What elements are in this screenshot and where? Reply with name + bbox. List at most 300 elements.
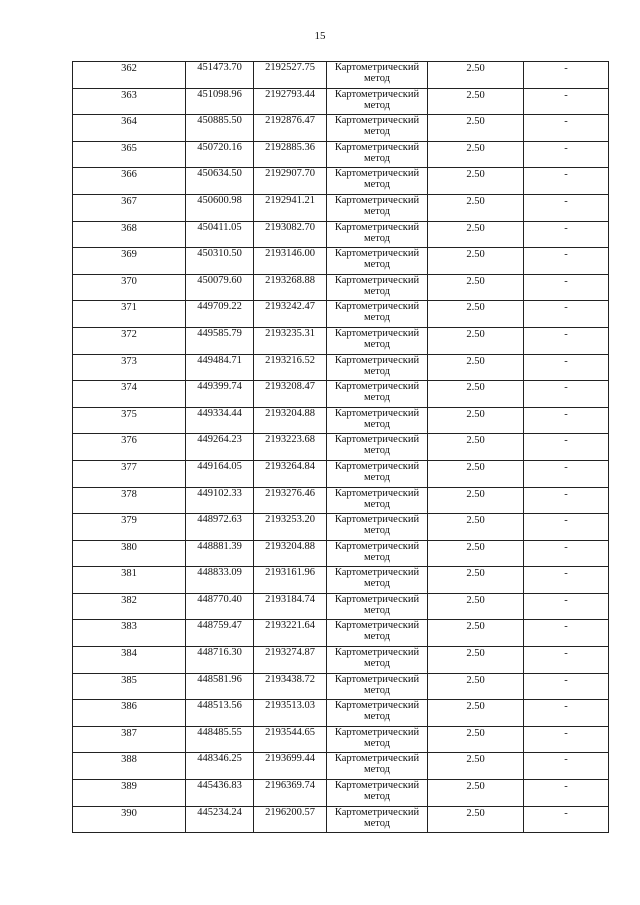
- description-cell: [524, 141, 609, 168]
- x-coordinate-cell: 449399.74: [186, 381, 254, 408]
- method-line1: Картометрический: [334, 540, 420, 552]
- description-cell: [524, 673, 609, 700]
- point-number: 379: [121, 515, 137, 527]
- point-number: 365: [121, 142, 137, 154]
- description-cell: [524, 354, 609, 381]
- table-row: [73, 806, 609, 833]
- description-cell: [524, 753, 609, 780]
- x-coordinate-cell: 448346.25: [186, 753, 254, 780]
- point-number-cell: [73, 301, 186, 328]
- point-number: 389: [121, 781, 137, 793]
- method-line2: метод: [363, 73, 391, 84]
- accuracy-cell: [428, 593, 524, 620]
- description-cell: [524, 620, 609, 647]
- method-line1: Картометрический: [334, 194, 420, 206]
- description-value: -: [564, 621, 568, 633]
- y-coordinate-cell: 2193264.84: [254, 460, 327, 487]
- description-cell: [524, 248, 609, 275]
- description-value: -: [564, 807, 568, 819]
- point-number-cell: [73, 327, 186, 354]
- point-number-cell: [73, 567, 186, 594]
- accuracy-value: 2.50: [466, 674, 485, 686]
- x-coordinate-cell: 448716.30: [186, 647, 254, 674]
- point-number: 368: [121, 222, 137, 234]
- y-coordinate-cell: 2193544.65: [254, 726, 327, 753]
- description-cell: [524, 460, 609, 487]
- accuracy-value: 2.50: [466, 701, 485, 713]
- method-line2: метод: [363, 285, 391, 297]
- point-number: 390: [121, 807, 137, 819]
- point-number: 380: [121, 541, 137, 553]
- method-cell: [327, 726, 428, 753]
- x-coordinate-cell: 448972.63: [186, 514, 254, 541]
- y-coordinate-cell: 2193253.20: [254, 514, 327, 541]
- method-cell: [327, 593, 428, 620]
- method-line2: метод: [363, 471, 391, 483]
- method-line2: метод: [363, 711, 391, 723]
- accuracy-cell: [428, 115, 524, 142]
- description-value: -: [564, 222, 568, 234]
- method-cell: [327, 514, 428, 541]
- accuracy-value: 2.50: [466, 594, 485, 606]
- point-number: 370: [121, 275, 137, 287]
- description-value: -: [564, 648, 568, 660]
- description-cell: [524, 301, 609, 328]
- accuracy-value: 2.50: [466, 222, 485, 234]
- description-value: -: [564, 355, 568, 367]
- table-row: [73, 460, 609, 487]
- method-line2: метод: [363, 99, 391, 111]
- point-number: 362: [121, 63, 137, 74]
- description-value: -: [564, 275, 568, 287]
- point-number-cell: [73, 274, 186, 301]
- table-row: [73, 540, 609, 567]
- description-cell: [524, 567, 609, 594]
- method-cell: [327, 301, 428, 328]
- method-cell: [327, 434, 428, 461]
- description-value: -: [564, 142, 568, 154]
- point-number-cell: [73, 673, 186, 700]
- method-line2: метод: [363, 418, 391, 430]
- accuracy-value: 2.50: [466, 382, 485, 394]
- method-cell: [327, 194, 428, 221]
- x-coordinate-cell: 450600.98: [186, 194, 254, 221]
- method-line1: Картометрический: [334, 381, 420, 393]
- point-number-cell: [73, 726, 186, 753]
- x-coordinate-cell: 451098.96: [186, 88, 254, 115]
- description-cell: [524, 487, 609, 514]
- point-number: 382: [121, 594, 137, 606]
- table-row: [73, 168, 609, 195]
- accuracy-value: 2.50: [466, 89, 485, 101]
- description-value: -: [564, 594, 568, 606]
- y-coordinate-cell: 2193513.03: [254, 700, 327, 727]
- method-line1: Картометрический: [334, 115, 420, 127]
- description-cell: [524, 434, 609, 461]
- x-coordinate-cell: 449102.33: [186, 487, 254, 514]
- point-number-cell: [73, 460, 186, 487]
- method-cell: [327, 700, 428, 727]
- y-coordinate-cell: 2192876.47: [254, 115, 327, 142]
- accuracy-value: 2.50: [466, 754, 485, 766]
- accuracy-cell: [428, 381, 524, 408]
- x-coordinate-cell: 450720.16: [186, 141, 254, 168]
- method-line1: Картометрический: [334, 567, 420, 579]
- point-number-cell: [73, 407, 186, 434]
- description-cell: [524, 327, 609, 354]
- accuracy-cell: [428, 88, 524, 115]
- x-coordinate-cell: 445234.24: [186, 806, 254, 833]
- method-cell: [327, 168, 428, 195]
- accuracy-value: 2.50: [466, 621, 485, 633]
- method-line2: метод: [363, 817, 391, 829]
- point-number-cell: [73, 647, 186, 674]
- table-row: [73, 88, 609, 115]
- point-number: 383: [121, 621, 137, 633]
- accuracy-value: 2.50: [466, 63, 485, 74]
- method-line2: метод: [363, 604, 391, 616]
- method-line1: Картометрический: [334, 62, 420, 73]
- accuracy-value: 2.50: [466, 807, 485, 819]
- method-line1: Картометрический: [334, 88, 420, 100]
- point-number: 373: [121, 355, 137, 367]
- accuracy-value: 2.50: [466, 169, 485, 181]
- x-coordinate-cell: 450310.50: [186, 248, 254, 275]
- table-row: [73, 194, 609, 221]
- table-row: [73, 248, 609, 275]
- description-cell: [524, 88, 609, 115]
- y-coordinate-cell: 2193082.70: [254, 221, 327, 248]
- accuracy-value: 2.50: [466, 355, 485, 367]
- description-value: -: [564, 541, 568, 553]
- method-cell: [327, 248, 428, 275]
- x-coordinate-cell: 450634.50: [186, 168, 254, 195]
- point-number: 375: [121, 408, 137, 420]
- accuracy-cell: [428, 274, 524, 301]
- accuracy-value: 2.50: [466, 328, 485, 340]
- description-cell: [524, 726, 609, 753]
- point-number: 376: [121, 435, 137, 447]
- accuracy-cell: [428, 168, 524, 195]
- method-line1: Картометрический: [334, 700, 420, 712]
- accuracy-cell: [428, 248, 524, 275]
- point-number-cell: [73, 780, 186, 807]
- description-value: -: [564, 116, 568, 128]
- x-coordinate-cell: 448770.40: [186, 593, 254, 620]
- description-cell: [524, 274, 609, 301]
- accuracy-value: 2.50: [466, 461, 485, 473]
- point-number-cell: [73, 540, 186, 567]
- accuracy-cell: [428, 301, 524, 328]
- method-line2: метод: [363, 445, 391, 457]
- method-line1: Картометрический: [334, 753, 420, 765]
- accuracy-cell: [428, 567, 524, 594]
- description-value: -: [564, 169, 568, 181]
- point-number-cell: [73, 168, 186, 195]
- method-line2: метод: [363, 631, 391, 643]
- accuracy-cell: [428, 673, 524, 700]
- method-line2: метод: [363, 152, 391, 164]
- x-coordinate-cell: 449164.05: [186, 460, 254, 487]
- description-cell: [524, 514, 609, 541]
- point-number-cell: [73, 487, 186, 514]
- table-row: [73, 381, 609, 408]
- method-line1: Картометрический: [334, 806, 420, 818]
- method-cell: [327, 327, 428, 354]
- description-value: -: [564, 89, 568, 101]
- description-value: -: [564, 328, 568, 340]
- method-line1: Картометрический: [334, 301, 420, 313]
- method-cell: [327, 381, 428, 408]
- method-cell: [327, 620, 428, 647]
- method-line1: Картометрический: [334, 487, 420, 499]
- y-coordinate-cell: 2192885.36: [254, 141, 327, 168]
- table-row: [73, 593, 609, 620]
- y-coordinate-cell: 2193242.47: [254, 301, 327, 328]
- description-cell: [524, 700, 609, 727]
- description-value: -: [564, 435, 568, 447]
- point-number-cell: [73, 381, 186, 408]
- y-coordinate-cell: 2193204.88: [254, 407, 327, 434]
- point-number-cell: [73, 354, 186, 381]
- point-number: 388: [121, 754, 137, 766]
- point-number: 366: [121, 169, 137, 181]
- description-value: -: [564, 302, 568, 314]
- x-coordinate-cell: 448485.55: [186, 726, 254, 753]
- method-line1: Картометрический: [334, 514, 420, 526]
- accuracy-cell: [428, 514, 524, 541]
- accuracy-value: 2.50: [466, 781, 485, 793]
- method-line2: метод: [363, 232, 391, 244]
- y-coordinate-cell: 2193276.46: [254, 487, 327, 514]
- accuracy-cell: [428, 434, 524, 461]
- accuracy-cell: [428, 647, 524, 674]
- method-line2: метод: [363, 525, 391, 537]
- accuracy-value: 2.50: [466, 648, 485, 660]
- point-number-cell: [73, 434, 186, 461]
- point-number: 372: [121, 328, 137, 340]
- method-line1: Картометрический: [334, 726, 420, 738]
- y-coordinate-cell: 2193221.64: [254, 620, 327, 647]
- accuracy-value: 2.50: [466, 116, 485, 128]
- x-coordinate-cell: 448513.56: [186, 700, 254, 727]
- description-value: -: [564, 754, 568, 766]
- method-line1: Картометрический: [334, 647, 420, 659]
- table-row: [73, 700, 609, 727]
- accuracy-value: 2.50: [466, 408, 485, 420]
- accuracy-cell: [428, 700, 524, 727]
- point-number-cell: [73, 221, 186, 248]
- y-coordinate-cell: 2192793.44: [254, 88, 327, 115]
- point-number: 363: [121, 89, 137, 101]
- method-line2: метод: [363, 684, 391, 696]
- y-coordinate-cell: 2192941.21: [254, 194, 327, 221]
- method-cell: [327, 673, 428, 700]
- description-cell: [524, 221, 609, 248]
- description-value: -: [564, 382, 568, 394]
- accuracy-cell: [428, 460, 524, 487]
- x-coordinate-cell: 450885.50: [186, 115, 254, 142]
- method-line2: метод: [363, 392, 391, 404]
- method-cell: [327, 221, 428, 248]
- point-number: 384: [121, 648, 137, 660]
- method-line2: метод: [363, 338, 391, 350]
- point-number: 367: [121, 195, 137, 207]
- accuracy-value: 2.50: [466, 515, 485, 527]
- description-cell: [524, 407, 609, 434]
- y-coordinate-cell: 2193216.52: [254, 354, 327, 381]
- description-value: -: [564, 63, 568, 74]
- accuracy-cell: [428, 354, 524, 381]
- y-coordinate-cell: 2193208.47: [254, 381, 327, 408]
- method-line1: Картометрический: [334, 221, 420, 233]
- y-coordinate-cell: 2193223.68: [254, 434, 327, 461]
- table-row: [73, 647, 609, 674]
- point-number: 381: [121, 568, 137, 580]
- method-cell: [327, 88, 428, 115]
- description-cell: [524, 381, 609, 408]
- method-cell: [327, 806, 428, 833]
- point-number-cell: [73, 514, 186, 541]
- method-cell: [327, 487, 428, 514]
- x-coordinate-cell: 445436.83: [186, 780, 254, 807]
- x-coordinate-cell: 449264.23: [186, 434, 254, 461]
- method-cell: [327, 354, 428, 381]
- method-line2: метод: [363, 259, 391, 271]
- y-coordinate-cell: 2193699.44: [254, 753, 327, 780]
- page-number: 15: [314, 30, 326, 42]
- method-line2: метод: [363, 551, 391, 563]
- table-row: [73, 620, 609, 647]
- method-line2: метод: [363, 126, 391, 138]
- description-value: -: [564, 249, 568, 261]
- method-cell: [327, 647, 428, 674]
- description-value: -: [564, 195, 568, 207]
- x-coordinate-cell: 449709.22: [186, 301, 254, 328]
- method-line1: Картометрический: [334, 141, 420, 153]
- accuracy-value: 2.50: [466, 142, 485, 154]
- method-line1: Картометрический: [334, 460, 420, 472]
- method-cell: [327, 141, 428, 168]
- accuracy-cell: [428, 620, 524, 647]
- x-coordinate-cell: 448581.96: [186, 673, 254, 700]
- y-coordinate-cell: 2193235.31: [254, 327, 327, 354]
- point-number: 385: [121, 674, 137, 686]
- point-number-cell: [73, 593, 186, 620]
- accuracy-cell: [428, 726, 524, 753]
- table-row: [73, 327, 609, 354]
- method-line2: метод: [363, 179, 391, 191]
- table-row: [73, 780, 609, 807]
- table-row: [73, 354, 609, 381]
- table-row: [73, 567, 609, 594]
- table-row: [73, 726, 609, 753]
- y-coordinate-cell: 2193204.88: [254, 540, 327, 567]
- accuracy-cell: [428, 753, 524, 780]
- description-value: -: [564, 488, 568, 500]
- description-cell: [524, 540, 609, 567]
- accuracy-cell: [428, 540, 524, 567]
- x-coordinate-cell: 449334.44: [186, 407, 254, 434]
- method-cell: [327, 407, 428, 434]
- point-number-cell: [73, 248, 186, 275]
- x-coordinate-cell: 449484.71: [186, 354, 254, 381]
- x-coordinate-cell: 448881.39: [186, 540, 254, 567]
- method-cell: [327, 115, 428, 142]
- accuracy-value: 2.50: [466, 568, 485, 580]
- accuracy-cell: [428, 141, 524, 168]
- description-value: -: [564, 701, 568, 713]
- table-row: [73, 487, 609, 514]
- method-cell: [327, 780, 428, 807]
- method-line1: Картометрический: [334, 274, 420, 286]
- method-line1: Картометрический: [334, 673, 420, 685]
- y-coordinate-cell: 2193161.96: [254, 567, 327, 594]
- method-line2: метод: [363, 312, 391, 324]
- point-number: 364: [121, 116, 137, 128]
- x-coordinate-cell: 449585.79: [186, 327, 254, 354]
- method-cell: [327, 62, 428, 89]
- table-row: [73, 753, 609, 780]
- y-coordinate-cell: 2193184.74: [254, 593, 327, 620]
- accuracy-value: 2.50: [466, 249, 485, 261]
- y-coordinate-cell: 2193268.88: [254, 274, 327, 301]
- method-line2: метод: [363, 498, 391, 510]
- y-coordinate-cell: 2193438.72: [254, 673, 327, 700]
- table-row: [73, 115, 609, 142]
- accuracy-cell: [428, 407, 524, 434]
- method-line2: метод: [363, 737, 391, 749]
- method-line1: Картометрический: [334, 407, 420, 419]
- table-row: [73, 673, 609, 700]
- method-cell: [327, 753, 428, 780]
- point-number: 369: [121, 249, 137, 261]
- method-line1: Картометрический: [334, 354, 420, 366]
- method-line1: Картометрический: [334, 434, 420, 446]
- accuracy-cell: [428, 194, 524, 221]
- method-line1: Картометрический: [334, 168, 420, 180]
- point-number-cell: [73, 62, 186, 89]
- accuracy-value: 2.50: [466, 195, 485, 207]
- x-coordinate-cell: 451473.70: [186, 62, 254, 89]
- description-cell: [524, 194, 609, 221]
- accuracy-value: 2.50: [466, 488, 485, 500]
- point-number: 378: [121, 488, 137, 500]
- description-cell: [524, 593, 609, 620]
- description-value: -: [564, 781, 568, 793]
- method-cell: [327, 540, 428, 567]
- method-line1: Картометрический: [334, 620, 420, 632]
- x-coordinate-cell: 448759.47: [186, 620, 254, 647]
- method-line2: метод: [363, 578, 391, 590]
- description-cell: [524, 62, 609, 89]
- point-number-cell: [73, 620, 186, 647]
- accuracy-cell: [428, 327, 524, 354]
- point-number-cell: [73, 806, 186, 833]
- point-number-cell: [73, 700, 186, 727]
- table-row: [73, 301, 609, 328]
- table-row: [73, 434, 609, 461]
- method-line1: Картометрический: [334, 593, 420, 605]
- y-coordinate-cell: 2192907.70: [254, 168, 327, 195]
- y-coordinate-cell: 2196369.74: [254, 780, 327, 807]
- description-cell: [524, 780, 609, 807]
- x-coordinate-cell: 448833.09: [186, 567, 254, 594]
- description-cell: [524, 168, 609, 195]
- y-coordinate-cell: 2192527.75: [254, 62, 327, 89]
- accuracy-cell: [428, 221, 524, 248]
- method-line2: метод: [363, 365, 391, 377]
